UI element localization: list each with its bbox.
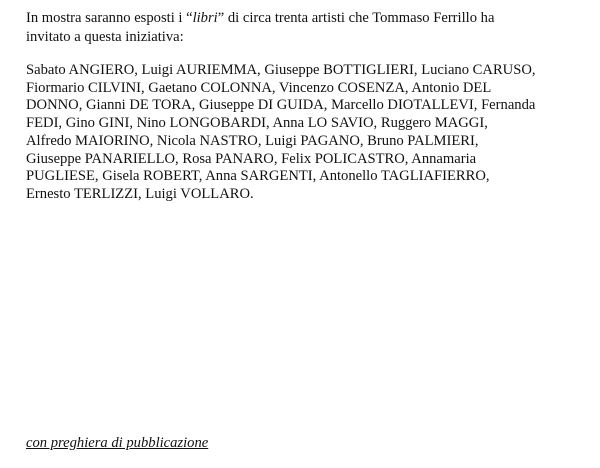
artists-list-paragraph	[26, 62, 586, 204]
artists-line: DONNO, Gianni DE TORA, Giuseppe DI GUIDA, Marcello DIOTALLEVI, Fernanda	[26, 97, 536, 114]
intro-line-2: invitato a questa iniziativa:	[26, 29, 184, 45]
publication-request-note: con preghiera di pubblicazione	[26, 435, 209, 451]
artists-line: Fiormario CILVINI, Gaetano COLONNA, Vincenzo COSENZA, Antonio DEL	[26, 79, 492, 96]
artists-line: Alfredo MAIORINO, Nicola NASTRO, Luigi PAGANO, Bruno PALMIERI,	[26, 132, 479, 149]
artists-line: PUGLIESE, Gisela ROBERT, Anna SARGENTI, Antonello TAGLIAFIERRO,	[26, 168, 490, 185]
artists-line: Giuseppe PANARIELLO, Rosa PANARO, Felix POLICASTRO, Annamaria	[26, 150, 477, 167]
intro-italic-word: libri	[192, 10, 218, 26]
artists-line: Ernesto TERLIZZI, Luigi VOLLARO.	[26, 185, 254, 202]
intro-paragraph	[26, 9, 586, 47]
intro-line-1	[26, 9, 586, 28]
artists-line: FEDI, Gino GINI, Nino LONGOBARDI, Anna LO SAVIO, Ruggero MAGGI,	[26, 115, 488, 132]
intro-text-after: ” di circa trenta artisti che Tommaso Ferrillo ha	[217, 10, 495, 26]
artists-line: Sabato ANGIERO, Luigi AURIEMMA, Giuseppe BOTTIGLIERI, Luciano CARUSO,	[26, 62, 536, 78]
intro-text-before: In mostra saranno esposti i “	[26, 10, 193, 26]
